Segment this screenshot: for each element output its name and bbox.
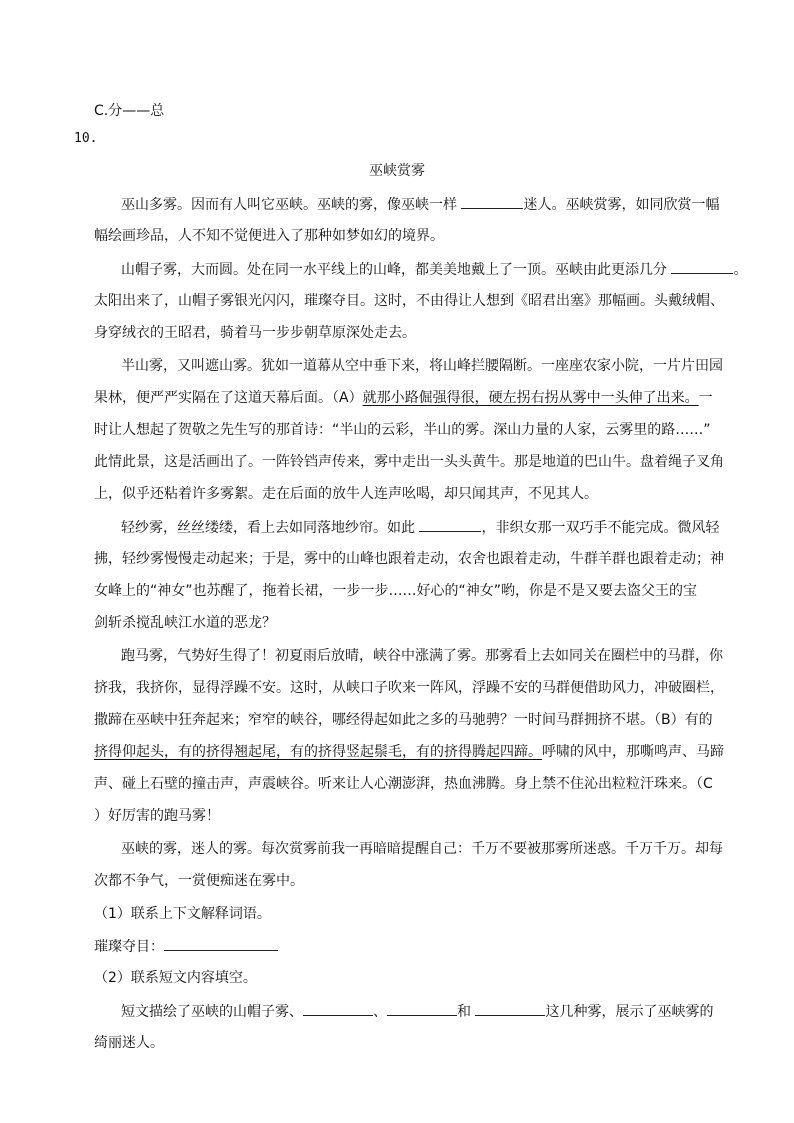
article-title: 巫峡赏雾: [369, 163, 425, 179]
answer-blank-fog-2[interactable]: [387, 1001, 457, 1016]
paragraph-1-line-1: [121, 194, 719, 215]
text-segment: 呼啸的风中，那嘶鸣声、马蹄: [542, 744, 724, 760]
text-segment: 。: [733, 262, 748, 278]
previous-option-c: C.分——总: [94, 103, 165, 119]
fill-blank-2[interactable]: [671, 259, 733, 274]
paragraph-3-line-2: [94, 388, 713, 408]
paragraph-5-line-6: ）好厉害的跑马雾！: [94, 808, 220, 824]
text-segment: 迷人。巫峡赏雾，如同欣赏一幅: [523, 197, 720, 213]
text-segment: 、: [373, 1004, 387, 1020]
paragraph-3-line-4: 此情此景，这是活画出了。一阵铃铛声传来，雾中走出一头头黄牛。那是地道的巴山牛。盘着绳子叉角: [94, 454, 724, 470]
paragraph-4-line-4: 剑斩杀搅乱峡江水道的恶龙？: [94, 615, 276, 631]
paragraph-2-line-1: [121, 259, 747, 280]
sub-question-1: （1）联系上下文解释词语。: [94, 906, 271, 922]
answer-line-word: [94, 936, 278, 957]
paragraph-4-line-2: 拂，轻纱雾慢慢走动起来；于是，雾中的山峰也跟着走动，农舍也跟着走动，牛群羊群也跟着走动；神: [94, 551, 724, 567]
paragraph-5-line-4: [94, 742, 724, 762]
paragraph-6-line-2: 次都不争气，一赏便痴迷在雾中。: [94, 873, 304, 889]
answer-blank-definition[interactable]: [164, 936, 278, 951]
question-number: 10.: [74, 131, 98, 146]
paragraph-4-line-3: 女峰上的“神女”也苏醒了，拖着长裙，一步一步……好心的“神女”哟，你是不是又要去盗父王的宝: [94, 583, 698, 599]
answer-blank-fog-3[interactable]: [475, 1001, 545, 1016]
fill-blank-1[interactable]: [461, 194, 523, 209]
answer-blank-fog-1[interactable]: [303, 1001, 373, 1016]
text-segment: 山帽子雾，大而圆。处在同一水平线上的山峰，都美美地戴上了一顶。巫峡由此更添几分: [121, 262, 672, 278]
paragraph-5-line-2: 挤我，我挤你，显得浮躁不安。这时，从峡口子吹来一阵风，浮躁不安的马群便借助风力，冲破圈栏，: [94, 680, 724, 696]
paragraph-4-line-1: [121, 517, 719, 538]
text-segment: ，非织女那一双巧手不能完成。微风轻: [481, 520, 720, 536]
paragraph-3-line-1: 半山雾，又叫遮山雾。犹如一道幕从空中垂下来，将山峰拦腰隔断。一座座农家小院，一片片田园: [121, 358, 723, 374]
paragraph-5-line-3: 撒蹄在巫峡中狂奔起来；窄窄的峡谷，哪经得起如此之多的马驰骋？一时间马群拥挤不堪。（B）有的: [94, 712, 713, 728]
text-segment: 短文描绘了巫峡的山帽子雾、: [121, 1004, 303, 1020]
paragraph-5-line-1: 跑马雾，气势好生得了！初夏雨后放晴，峡谷中涨满了雾。那雾看上去如同关在圈栏中的马群，你: [121, 648, 723, 664]
text-segment: 这几种雾，展示了巫峡雾的: [545, 1004, 714, 1020]
paragraph-6-line-1: 巫峡的雾，迷人的雾。每次赏雾前我一再暗暗提醒自己：千万不要被那雾所迷惑。千万千万。却每: [121, 841, 723, 857]
paragraph-3-line-3: 时让人想起了贺敬之先生写的那首诗：“半山的云彩，半山的雾。深山力量的人家，云雾里的路……”: [94, 422, 711, 438]
sub-question-2-line-2: 绮丽迷人。: [94, 1035, 164, 1051]
text-segment: 果林，便严严实隔在了这道天幕后面。（A）: [94, 390, 363, 406]
paragraph-3-line-5: 上，似乎还粘着许多雾絮。走在后面的放牛人连声吆喝，却只闻其声，不见其人。: [94, 486, 598, 502]
underlined-sentence-b: 挤得仰起头，有的挤得翘起尾，有的挤得竖起鬃毛，有的挤得腾起四蹄。: [94, 744, 542, 760]
paragraph-2-line-2: 太阳出来了，山帽子雾银光闪闪，璀璨夺目。这时，不由得让人想到《昭君出塞》那幅画。头戴绒帽、: [94, 293, 724, 309]
paragraph-5-line-5: 声、碰上石壁的撞击声，声震峡谷。听来让人心潮澎湃，热血沸腾。身上禁不住沁出粒粒汗珠来。（C: [94, 776, 713, 792]
paragraph-2-line-3: 身穿绒衣的王昭君，骑着马一步步朝草原深处走去。: [94, 325, 416, 341]
paragraph-1-line-2: 幅绘画珍品，人不知不觉便进入了那种如梦如幻的境界。: [94, 228, 444, 244]
underlined-sentence-a: 就那小路倔强得很，硬左拐右拐从雾中一头伸了出来。: [362, 390, 699, 406]
text-segment: 一: [698, 390, 713, 406]
text-segment: 轻纱雾，丝丝缕缕，看上去如同落地纱帘。如此: [121, 520, 420, 536]
sub-question-2-line-1: [121, 1001, 713, 1022]
sub-question-2: （2）联系短文内容填空。: [94, 970, 257, 986]
word-label: 璀璨夺目：: [94, 939, 164, 955]
text-segment: 和: [457, 1004, 476, 1020]
fill-blank-3[interactable]: [419, 517, 481, 532]
text-segment: 巫山多雾。因而有人叫它巫峡。巫峡的雾，像巫峡一样: [121, 197, 462, 213]
